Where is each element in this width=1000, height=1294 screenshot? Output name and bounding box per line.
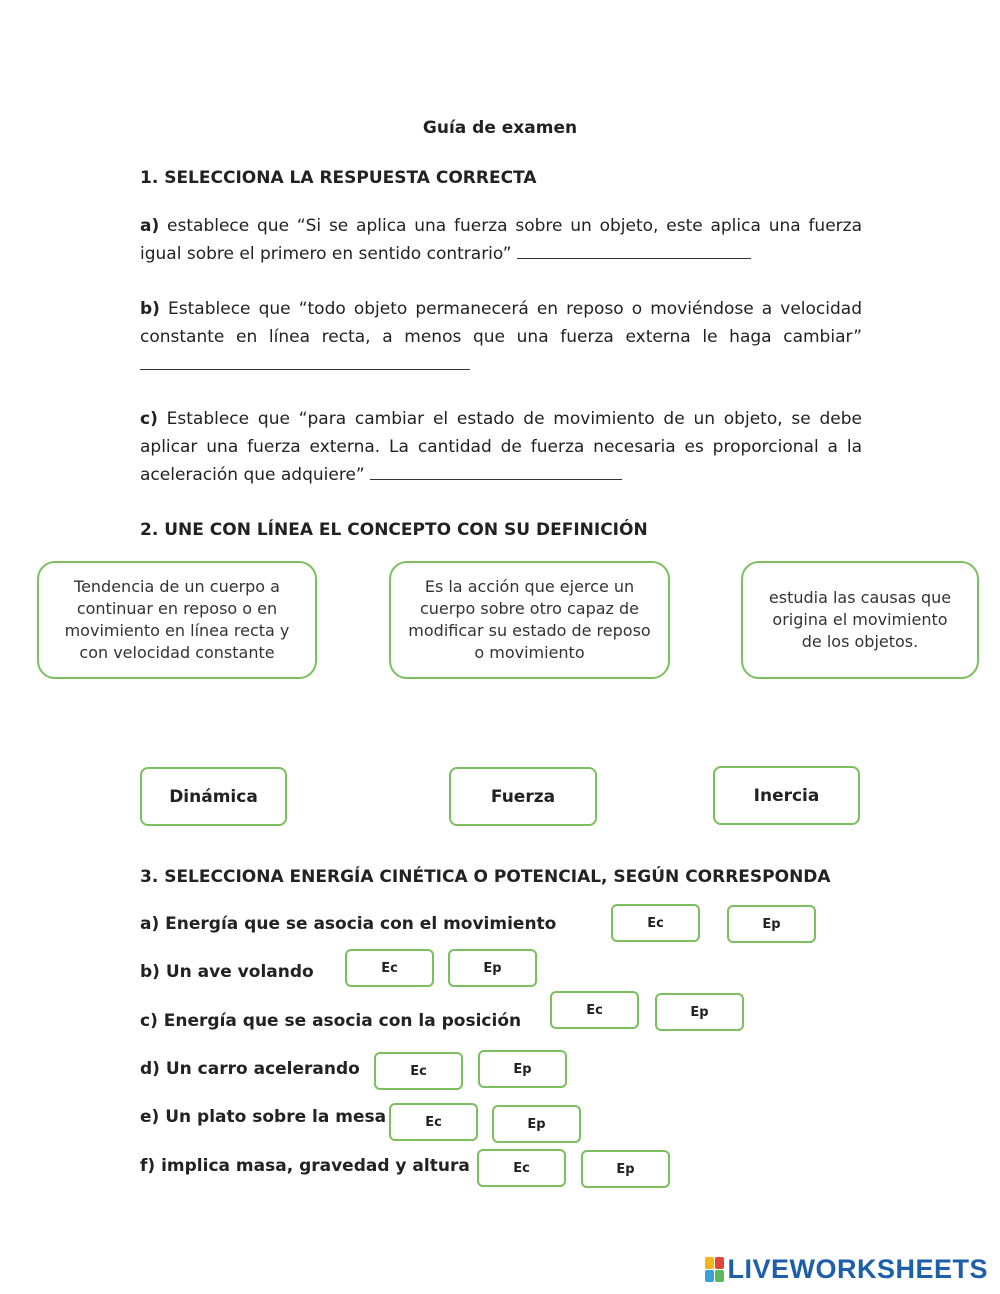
page-title: Guía de examen: [422, 118, 578, 138]
energy-question-d: d) Un carro acelerando: [140, 1059, 360, 1079]
option-ec-a[interactable]: Ec: [611, 904, 700, 942]
energy-question-f: f) implica masa, gravedad y altura: [140, 1156, 470, 1176]
option-ec-f[interactable]: Ec: [477, 1149, 566, 1187]
definition-box-2[interactable]: Es la acción que ejerce un cuerpo sobre otro capaz de modificar su estado de reposo o movimiento: [389, 561, 670, 679]
concept-fuerza[interactable]: Fuerza: [449, 767, 597, 826]
question-text: establece que “Si se aplica una fuerza sobre un objeto, este aplica una fuerza igual sobre el primero en sentido contrario”: [140, 216, 862, 264]
option-ec-e[interactable]: Ec: [389, 1103, 478, 1141]
option-ec-d[interactable]: Ec: [374, 1052, 463, 1090]
liveworksheets-logo-mark: [705, 1257, 724, 1282]
energy-question-a: a) Energía que se asocia con el movimiento: [140, 914, 557, 934]
option-ep-c[interactable]: Ep: [655, 993, 744, 1031]
answer-blank-1a[interactable]: [517, 242, 751, 259]
energy-question-b: b) Un ave volando: [140, 962, 314, 982]
logo-mark-square: [705, 1257, 714, 1269]
question-1b: [140, 295, 862, 379]
question-1c: [140, 405, 862, 489]
logo-mark-square: [715, 1257, 724, 1269]
section-3-heading: 3. SELECCIONA ENERGÍA CINÉTICA O POTENCIAL, SEGÚN CORRESPONDA: [140, 867, 831, 887]
option-ec-c[interactable]: Ec: [550, 991, 639, 1029]
question-text: Establece que “todo objeto permanecerá en reposo o moviéndose a velocidad constante en línea recta, a menos que una fuerza externa le haga cambiar”: [140, 299, 863, 347]
definition-box-1[interactable]: Tendencia de un cuerpo a continuar en reposo o en movimiento en línea recta y con velocidad constante: [37, 561, 317, 679]
liveworksheets-logo: [705, 1254, 988, 1285]
logo-mark-square: [705, 1270, 714, 1282]
option-ep-b[interactable]: Ep: [448, 949, 537, 987]
brand-name: LIVEWORKSHEETS: [727, 1254, 988, 1284]
option-ep-d[interactable]: Ep: [478, 1050, 567, 1088]
question-letter: b): [140, 299, 160, 319]
concept-inercia[interactable]: Inercia: [713, 766, 860, 825]
option-ec-b[interactable]: Ec: [345, 949, 434, 987]
section-1-heading: 1. SELECCIONA LA RESPUESTA CORRECTA: [140, 168, 537, 188]
question-letter: c): [140, 409, 158, 429]
option-ep-a[interactable]: Ep: [727, 905, 816, 943]
question-letter: a): [140, 216, 160, 236]
answer-blank-1c[interactable]: [370, 463, 622, 480]
energy-question-e: e) Un plato sobre la mesa: [140, 1107, 387, 1127]
question-text: Establece que “para cambiar el estado de movimiento de un objeto, se debe aplicar una fuerza externa. La cantidad de fuerza necesaria es proporcional a la aceleración que adquiere”: [140, 409, 863, 485]
concept-dinamica[interactable]: Dinámica: [140, 767, 287, 826]
option-ep-e[interactable]: Ep: [492, 1105, 581, 1143]
answer-blank-1b[interactable]: [140, 353, 470, 370]
section-2-heading: 2. UNE CON LÍNEA EL CONCEPTO CON SU DEFINICIÓN: [140, 520, 648, 540]
energy-question-c: c) Energía que se asocia con la posición: [140, 1011, 522, 1031]
definition-box-3[interactable]: estudia las causas que origina el movimiento de los objetos.: [741, 561, 979, 679]
option-ep-f[interactable]: Ep: [581, 1150, 670, 1188]
logo-mark-square: [715, 1270, 724, 1282]
question-1a: [140, 212, 862, 268]
